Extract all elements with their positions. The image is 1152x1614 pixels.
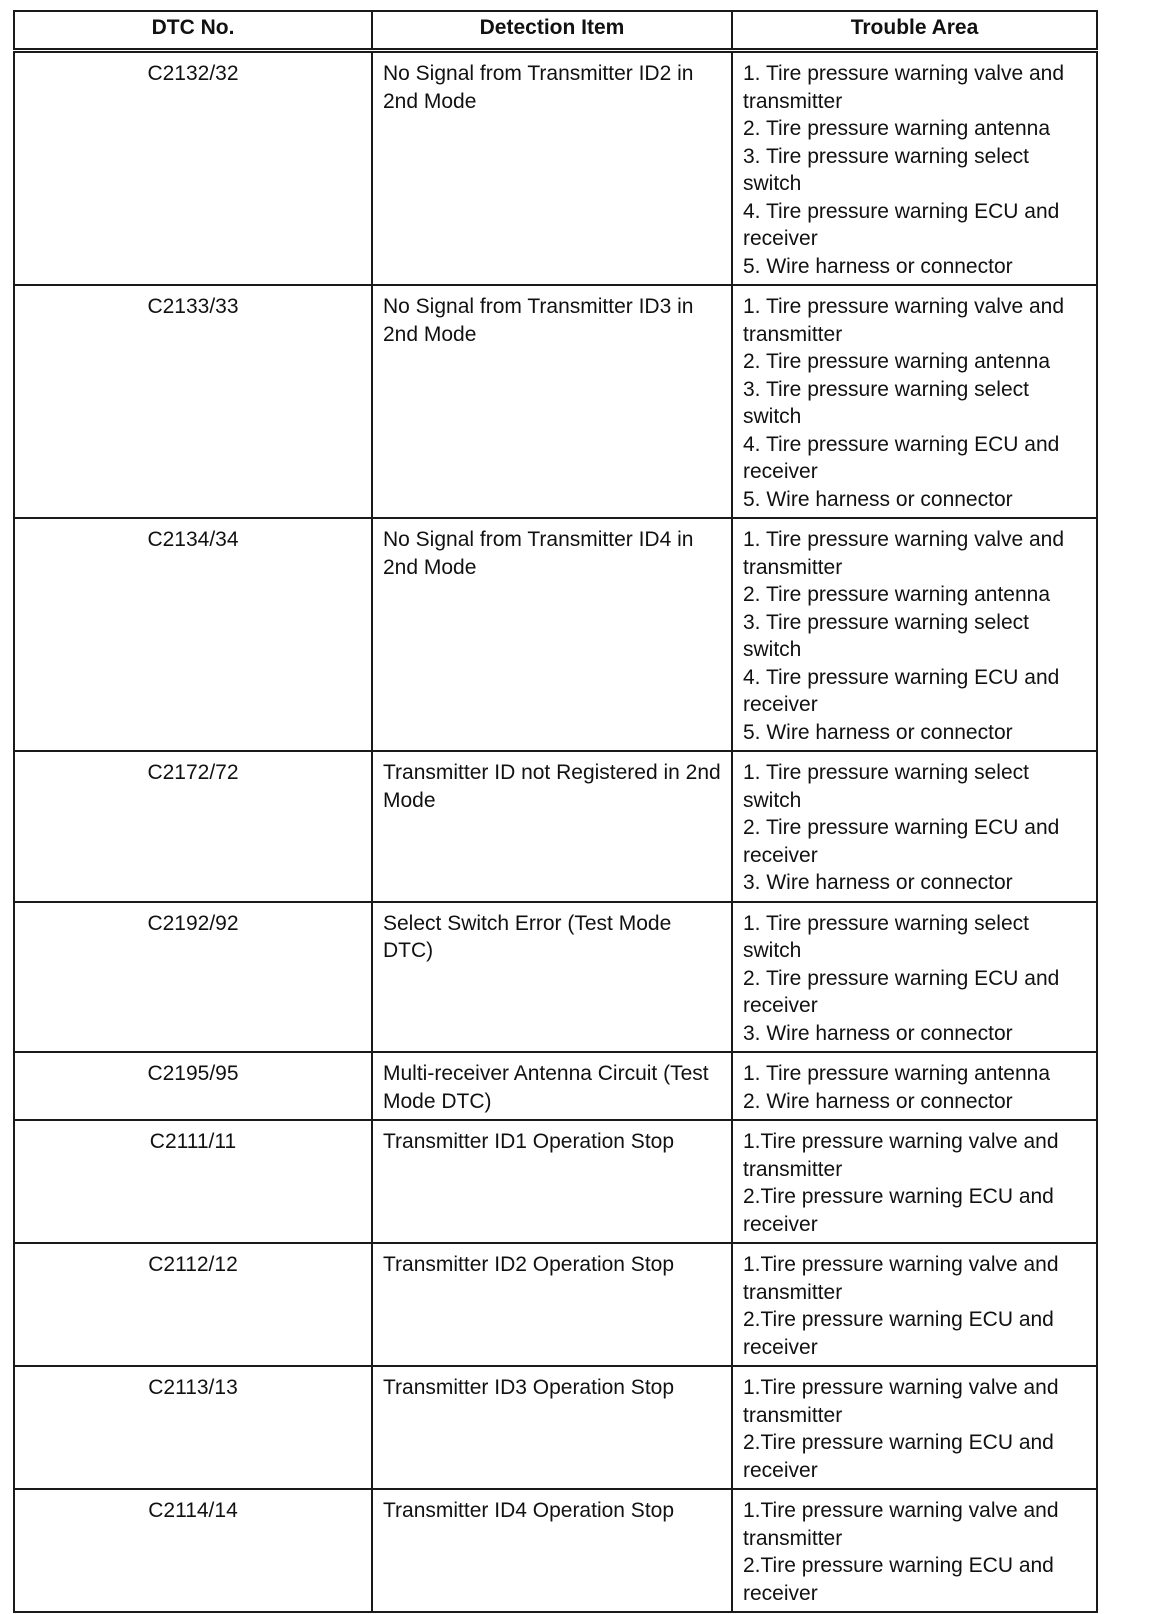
- trouble-area-item: 1.Tire pressure warning valve and transmitter: [743, 1253, 1059, 1304]
- table-row: [14, 1366, 1097, 1489]
- trouble-area-item: 3. Wire harness or connector: [743, 1021, 1013, 1045]
- trouble-area-item: 2.Tire pressure warning ECU and receiver: [743, 1308, 1054, 1359]
- dtc-code-cell: C2195/95: [14, 1052, 372, 1120]
- trouble-area-cell: [732, 1243, 1097, 1366]
- table-row: [14, 1243, 1097, 1366]
- table-header: [14, 11, 1097, 51]
- table-row: [14, 1052, 1097, 1120]
- trouble-area-item: 1. Tire pressure warning valve and transmitter: [743, 62, 1064, 113]
- detection-item-cell: Select Switch Error (Test Mode DTC): [372, 902, 732, 1053]
- trouble-area-item: 4. Tire pressure warning ECU and receiver: [743, 665, 1060, 716]
- dtc-code-cell: C2112/12: [14, 1243, 372, 1366]
- trouble-area-cell: [732, 751, 1097, 902]
- trouble-area-cell: [732, 1052, 1097, 1120]
- trouble-area-cell: [732, 51, 1097, 286]
- trouble-area-item: 5. Wire harness or connector: [743, 487, 1013, 511]
- dtc-code-cell: C2113/13: [14, 1366, 372, 1489]
- detection-item-cell: Transmitter ID3 Operation Stop: [372, 1366, 732, 1489]
- header-dtc-no: DTC No.: [14, 11, 372, 51]
- detection-item-cell: Multi-receiver Antenna Circuit (Test Mode DTC): [372, 1052, 732, 1120]
- dtc-code-cell: C2114/14: [14, 1489, 372, 1612]
- trouble-area-item: 2. Tire pressure warning antenna: [743, 117, 1051, 140]
- detection-item-cell: Transmitter ID not Registered in 2nd Mode: [372, 751, 732, 902]
- trouble-area-item: 1. Tire pressure warning select switch: [743, 761, 1029, 812]
- trouble-area-item: 3. Tire pressure warning select switch: [743, 610, 1029, 661]
- trouble-area-item: 2.Tire pressure warning ECU and receiver: [743, 1554, 1054, 1605]
- trouble-area-item: 2.Tire pressure warning ECU and receiver: [743, 1431, 1054, 1482]
- table-row: [14, 1120, 1097, 1243]
- table-row: [14, 51, 1097, 286]
- table-row: [14, 1489, 1097, 1612]
- trouble-area-item: 1. Tire pressure warning antenna: [743, 1062, 1051, 1085]
- dtc-code-cell: C2111/11: [14, 1120, 372, 1243]
- trouble-area-cell: [732, 285, 1097, 518]
- table-row: [14, 285, 1097, 518]
- trouble-area-item: 1. Tire pressure warning valve and transmitter: [743, 295, 1064, 346]
- trouble-area-item: 3. Tire pressure warning select switch: [743, 377, 1029, 428]
- trouble-area-item: 4. Tire pressure warning ECU and receiver: [743, 199, 1060, 250]
- trouble-area-item: 4. Tire pressure warning ECU and receiver: [743, 432, 1060, 483]
- trouble-area-cell: [732, 1120, 1097, 1243]
- detection-item-cell: Transmitter ID2 Operation Stop: [372, 1243, 732, 1366]
- detection-item-cell: No Signal from Transmitter ID4 in 2nd Mode: [372, 518, 732, 751]
- dtc-code-cell: C2172/72: [14, 751, 372, 902]
- dtc-code-cell: C2192/92: [14, 902, 372, 1053]
- trouble-area-cell: [732, 902, 1097, 1053]
- header-row: [14, 11, 1097, 51]
- dtc-table: [13, 10, 1098, 1613]
- table-row: [14, 751, 1097, 902]
- trouble-area-item: 2.Tire pressure warning ECU and receiver: [743, 1185, 1054, 1236]
- dtc-code-cell: C2134/34: [14, 518, 372, 751]
- header-detection-item: Detection Item: [372, 11, 732, 51]
- trouble-area-item: 3. Tire pressure warning select switch: [743, 144, 1029, 195]
- detection-item-cell: No Signal from Transmitter ID3 in 2nd Mode: [372, 285, 732, 518]
- trouble-area-item: 2. Wire harness or connector: [743, 1089, 1013, 1113]
- table-row: [14, 902, 1097, 1053]
- trouble-area-cell: [732, 1366, 1097, 1489]
- table-row: [14, 518, 1097, 751]
- trouble-area-item: 5. Wire harness or connector: [743, 720, 1013, 744]
- trouble-area-item: 3. Wire harness or connector: [743, 871, 1013, 894]
- trouble-area-cell: [732, 1489, 1097, 1612]
- trouble-area-item: 1.Tire pressure warning valve and transmitter: [743, 1376, 1059, 1427]
- dtc-code-cell: C2133/33: [14, 285, 372, 518]
- trouble-area-item: 2. Tire pressure warning ECU and receiver: [743, 816, 1060, 867]
- trouble-area-item: 1.Tire pressure warning valve and transmitter: [743, 1499, 1059, 1550]
- header-trouble-area: Trouble Area: [732, 11, 1097, 51]
- trouble-area-item: 2. Tire pressure warning antenna: [743, 583, 1051, 606]
- trouble-area-item: 1. Tire pressure warning select switch: [743, 911, 1029, 962]
- trouble-area-item: 2. Tire pressure warning antenna: [743, 350, 1051, 373]
- detection-item-cell: Transmitter ID4 Operation Stop: [372, 1489, 732, 1612]
- trouble-area-item: 5. Wire harness or connector: [743, 254, 1013, 278]
- trouble-area-item: 2. Tire pressure warning ECU and receiver: [743, 966, 1060, 1017]
- detection-item-cell: Transmitter ID1 Operation Stop: [372, 1120, 732, 1243]
- detection-item-cell: No Signal from Transmitter ID2 in 2nd Mode: [372, 51, 732, 286]
- trouble-area-cell: [732, 518, 1097, 751]
- table-body: [14, 51, 1097, 1613]
- trouble-area-item: 1.Tire pressure warning valve and transmitter: [743, 1130, 1059, 1181]
- dtc-code-cell: C2132/32: [14, 51, 372, 286]
- dtc-table-container: [13, 10, 1096, 1613]
- trouble-area-item: 1. Tire pressure warning valve and transmitter: [743, 528, 1064, 579]
